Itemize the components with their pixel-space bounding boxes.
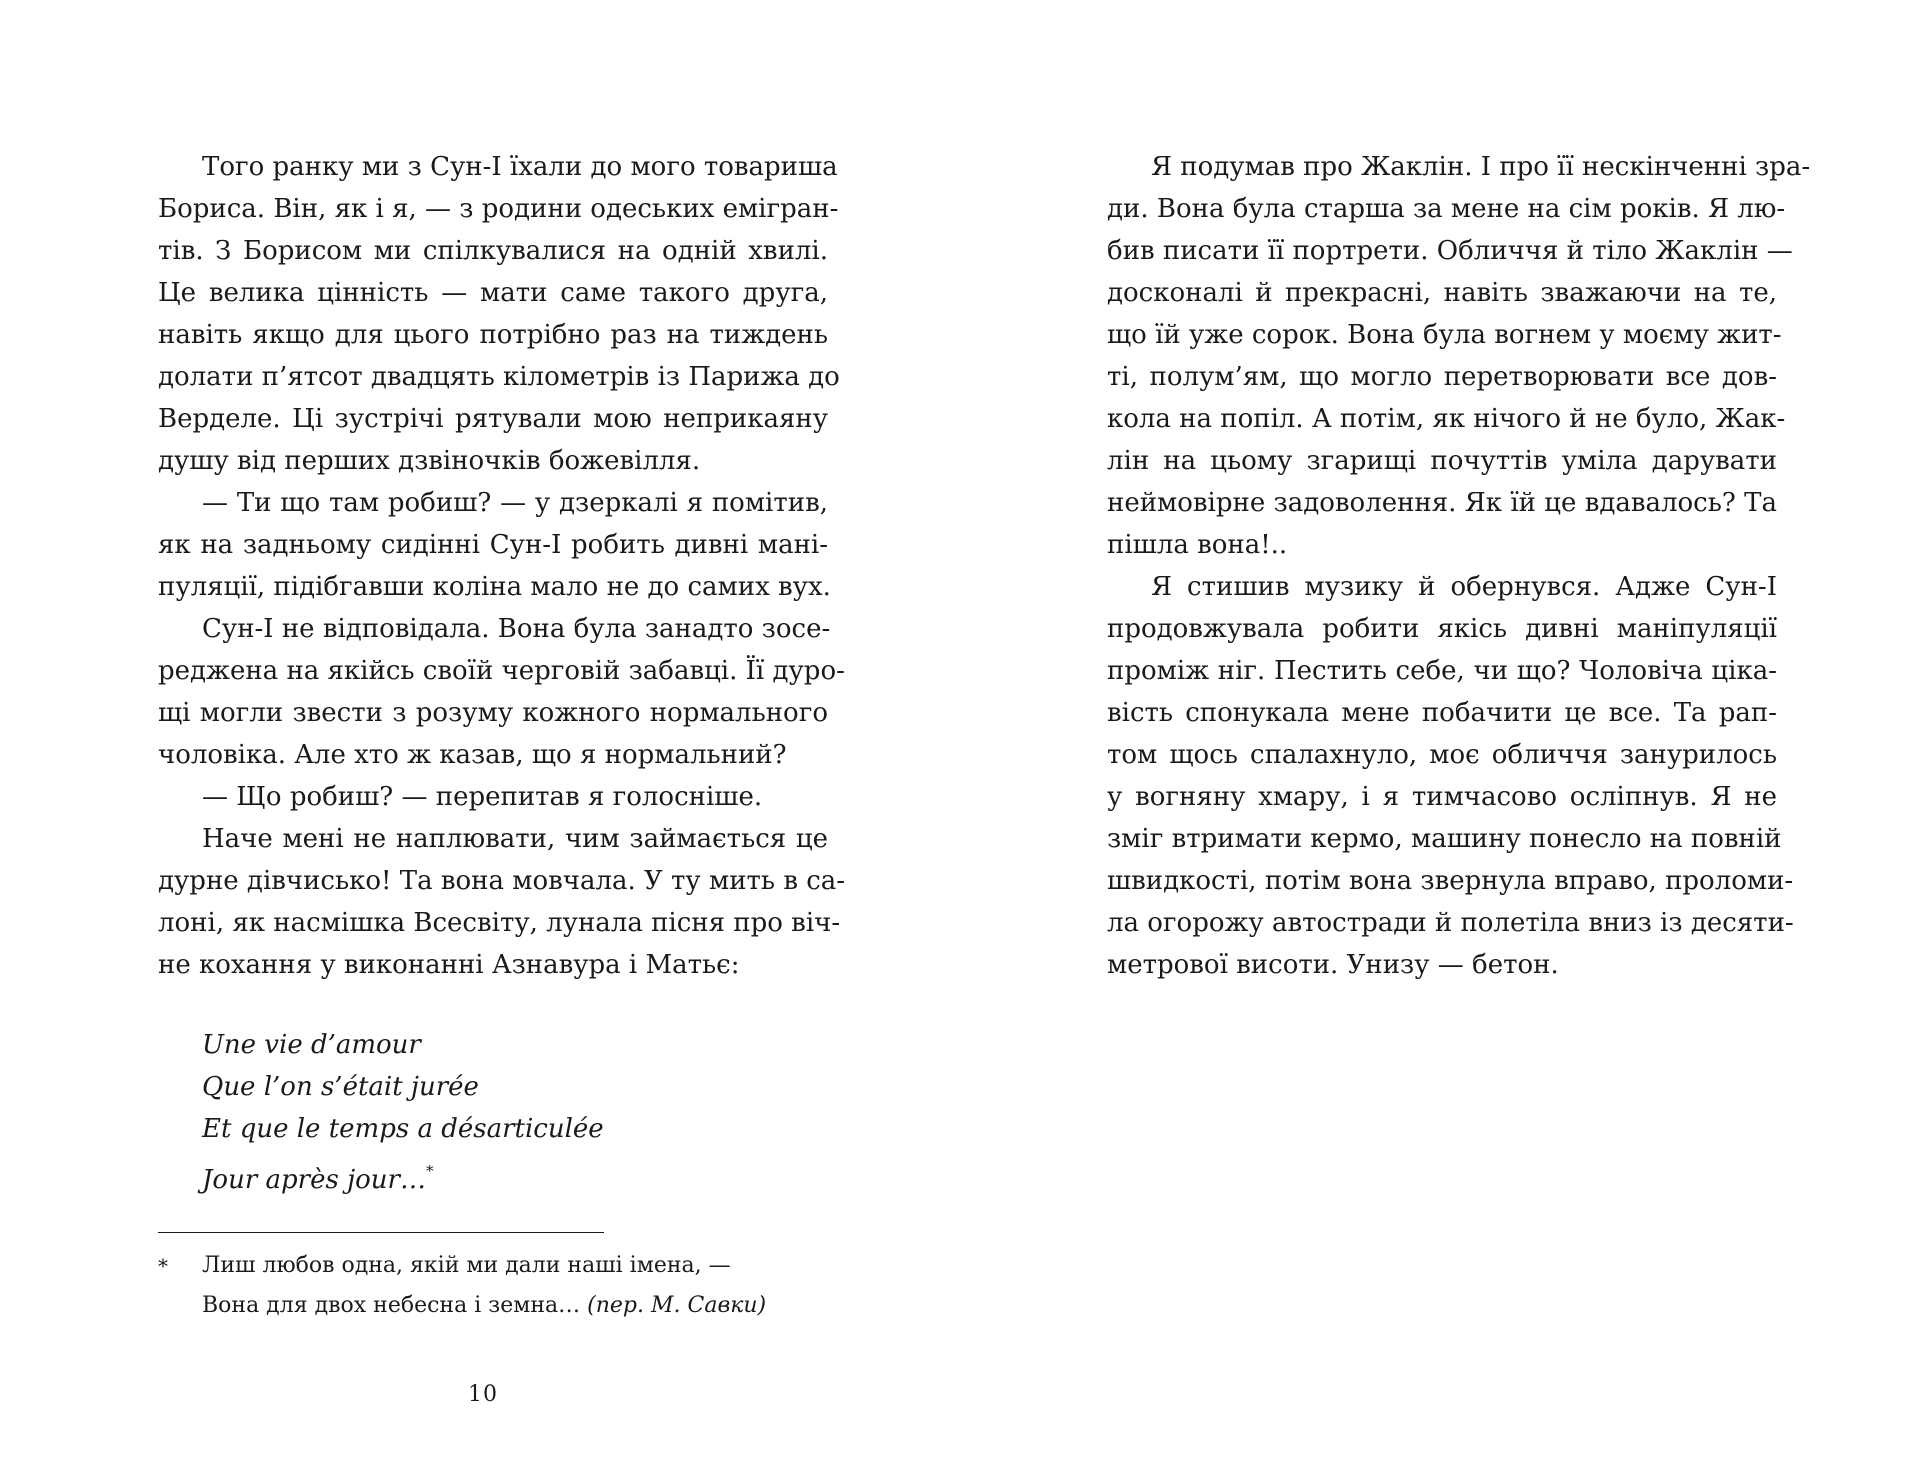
text-line: що їй уже сорок. Вона була вогнем у моєму жит- [1107, 320, 1782, 350]
text-line: долати п’ятсот двадцять кілометрів із Парижа до [158, 362, 840, 392]
text-line: — Що робиш? — перепитав я голосніше. [202, 782, 763, 812]
text-line: ди. Вона була старша за мене на сім років. Я лю- [1107, 194, 1786, 224]
right-page [1107, 0, 1811, 1477]
text-line: ті, полум’ям, що могло перетворювати все дов- [1107, 362, 1777, 392]
page-number: 10 [468, 1382, 498, 1407]
footnote-rule [158, 1232, 604, 1233]
text-line: швидкості, потім вона звернула вправо, проломи- [1107, 866, 1794, 896]
verse-line: Une vie d’amour [202, 1030, 421, 1060]
verse-text: Jour après jour… [202, 1165, 426, 1195]
left-page [158, 0, 846, 1477]
text-line: Наче мені не наплювати, чим займається це [202, 824, 828, 854]
text-line: у вогняну хмару, і я тимчасово осліпнув. Я не [1107, 782, 1777, 812]
text-line: щі могли звести з розуму кожного нормального [158, 698, 828, 728]
text-line: чоловіка. Але хто ж казав, що я нормальний? [158, 740, 787, 770]
text-line: реджена на якійсь своїй черговій забавці. Її дуро- [158, 656, 845, 686]
text-line: Сун-І не відповідала. Вона була занадто зосе- [202, 614, 831, 644]
text-line: лін на цьому згарищі почуттів уміла дарувати [1107, 446, 1777, 476]
text-line: — Ти що там робиш? — у дзеркалі я помітив, [202, 488, 828, 518]
text-line: пуляції, підібгавши коліна мало не до самих вух. [158, 572, 831, 602]
text-line: проміж ніг. Пестить себе, чи що? Чоловіча ціка- [1107, 656, 1777, 686]
text-line: душу від перших дзвіночків божевілля. [158, 446, 701, 476]
text-line: том щось спалахнуло, моє обличчя занурилось [1107, 740, 1777, 770]
text-line: досконалі й прекрасні, навіть зважаючи на те, [1107, 278, 1777, 308]
text-line: Це велика цінність — мати саме такого друга, [158, 278, 828, 308]
verse-line: Que l’on s’était jurée [202, 1072, 479, 1102]
verse-line [202, 1152, 433, 1199]
footnote-reference: * [425, 1162, 434, 1180]
text-line: вість спонукала мене побачити це все. Та рап- [1107, 698, 1777, 728]
footnote-line [202, 1290, 766, 1322]
footnote-text: Вона для двох небесна і земна… [202, 1293, 581, 1318]
text-line: продовжувала робити якісь дивні маніпуляції [1107, 614, 1777, 644]
text-line: метрової висоти. Унизу — бетон. [1107, 950, 1559, 980]
footnote-marker: * [158, 1254, 168, 1278]
text-line: навіть якщо для цього потрібно раз на тиждень [158, 320, 828, 350]
text-line: кола на попіл. А потім, як нічого й не було, Жак- [1107, 404, 1786, 434]
text-line: Бориса. Він, як і я, — з родини одеських емігран- [158, 194, 839, 224]
footnote-translator-note: (пер. М. Савки) [587, 1293, 767, 1318]
text-line: Я подумав про Жаклін. І про її нескінченні зра- [1151, 152, 1811, 182]
text-line: не кохання у виконанні Азнавура і Матьє: [158, 950, 740, 980]
text-line: зміг втримати кермо, машину понесло на повній [1107, 824, 1782, 854]
verse-line: Et que le temps a désarticulée [202, 1114, 604, 1144]
text-line: Того ранку ми з Сун-І їхали до мого товариша [202, 152, 838, 182]
text-line: Верделе. Ці зустрічі рятували мою неприкаяну [158, 404, 828, 434]
text-line: бив писати її портрети. Обличчя й тіло Жаклін — [1107, 236, 1793, 266]
footnote-line: Лиш любов одна, якій ми дали наші імена, — [202, 1253, 731, 1278]
text-line: тів. З Борисом ми спілкувалися на одній хвилі. [158, 236, 828, 266]
text-line: лоні, як насмішка Всесвіту, лунала пісня про віч- [158, 908, 841, 938]
text-line: дурне дівчисько! Та вона мовчала. У ту мить в са- [158, 866, 846, 896]
text-line: як на задньому сидінні Сун-І робить дивні мані- [158, 530, 828, 560]
text-line: Я стишив музику й обернувся. Адже Сун-І [1151, 572, 1777, 602]
text-line: пішла вона!.. [1107, 530, 1288, 560]
text-line: неймовірне задоволення. Як їй це вдавалось? Та [1107, 488, 1777, 518]
text-line: ла огорожу автостради й полетіла вниз із десяти- [1107, 908, 1794, 938]
